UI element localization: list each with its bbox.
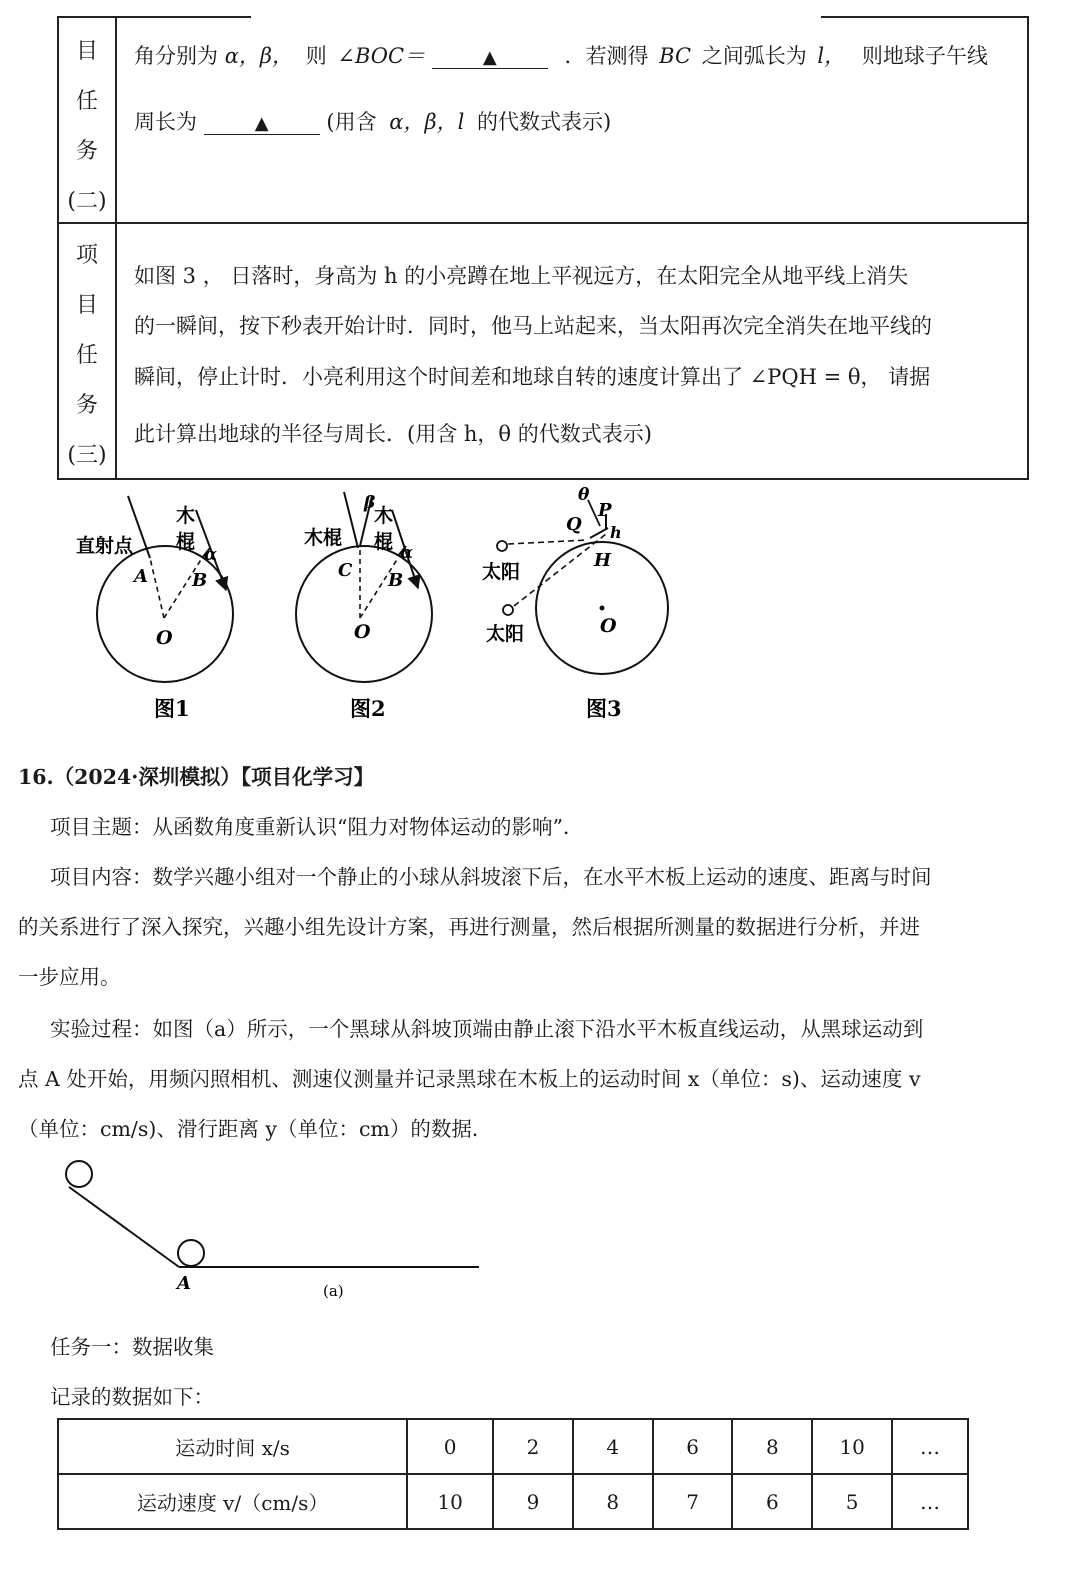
project-content-line-1: 项目内容：数学兴趣小组对一个静止的小球从斜坡滚下后，在水平木板上运动的速度、距离与时间 [50,865,932,889]
time-cell: 0 [407,1419,493,1474]
blank-triangle: ▲ [254,113,269,134]
text-span: 则地球子午线 [861,44,988,68]
angle-alpha: α [400,543,414,563]
speed-cell: 5 [812,1474,892,1529]
figure-1 [76,496,233,721]
text-span: 周长为 [134,110,197,134]
label-stick: 木 [374,505,394,527]
text-span: 的代数式表示) [477,110,612,134]
time-cell: 2 [493,1419,573,1474]
center-dot [600,606,605,611]
answer-blank [432,45,548,69]
speed-cell: 8 [573,1474,653,1529]
angle-alpha: α [204,545,218,565]
speed-cell: 6 [732,1474,812,1529]
table-row-speed [58,1474,968,1529]
point-p: P [598,500,612,521]
table-row-time [58,1419,968,1474]
caption-fig-2: 图2 [350,696,386,721]
project-content-line-2: 的关系进行了深入探究，兴趣小组先设计方案，再进行测量，然后根据所测量的数据进行分析，并进 [18,915,920,939]
sun-ray [344,492,358,548]
task-three-line-1: 如图 3 ， 日落时，身高为 h 的小亮蹲在地上平视远方，在太阳完全从地平线上消失 [134,264,909,288]
label-char: 项 [75,243,98,268]
sight-line [508,540,588,544]
label-char: 目 [75,39,98,64]
ball-top [66,1161,92,1187]
task-1-title: 任务一：数据收集 [50,1335,214,1359]
slope-line [69,1187,179,1267]
time-cell: 4 [573,1419,653,1474]
var-alpha-beta-l: α，β，l [389,110,465,134]
angle-theta: θ [578,486,590,505]
var-bc: BC [659,44,692,68]
time-cell: 6 [653,1419,733,1474]
time-cell: 10 [812,1419,892,1474]
label-direct-point: 直射点 [76,535,134,557]
label-stick: 棍 [374,531,394,553]
caption-fig-3: 图3 [586,696,622,721]
row-header-time: 运动时间 x/s [58,1419,407,1474]
task-row-two [59,18,1027,224]
label-h: h [610,523,622,542]
label-char: 任 [75,89,98,114]
point-q: Q [566,514,582,535]
label-char: 目 [75,293,98,318]
task-table [57,16,1029,480]
angle-beta: β [364,493,376,513]
label-stick: 木 [176,505,196,527]
question-16-header: 16.（2024·深圳模拟）【项目化学习】 [18,765,375,789]
label-char: 任 [75,343,98,368]
task-three-line-2: 的一瞬间，按下秒表开始计时．同时，他马上站起来，当太阳再次完全消失在地平线的 [134,314,932,338]
var-l: l， [817,44,846,68]
record-label: 记录的数据如下： [50,1385,214,1409]
point-a: A [134,566,148,587]
point-b: B [192,570,208,591]
project-content-line-3: 一步应用。 [18,965,121,989]
point-c: C [338,560,353,581]
point-a: A [177,1273,191,1294]
data-table [57,1418,969,1530]
task-two-line-1 [134,40,988,70]
ball-at-a [178,1240,204,1266]
radius-dashed [150,558,164,618]
earth-figures [60,486,700,726]
speed-cell: … [892,1474,968,1529]
task-two-line-2 [134,106,611,136]
label-char: (三) [67,443,107,468]
caption-a: (a) [323,1282,344,1300]
process-line-3: （单位：cm/s)、滑行距离 y（单位：cm）的数据． [18,1117,493,1141]
figure-3 [482,486,668,721]
sight-line [514,534,606,606]
row-header-speed: 运动速度 v/（cm/s） [58,1474,407,1529]
point-o: O [600,615,617,637]
sun-icon [497,541,507,551]
process-line-1: 实验过程：如图（a）所示，一个黑球从斜坡顶端由静止滚下沿水平木板直线运动，从黑球运动到 [50,1017,924,1041]
sun-icon [503,605,513,615]
earth-circle [97,546,233,682]
text-span: 之间弧长为 [701,44,807,68]
task-three-line-3: 瞬间，停止计时．小亮利用这个时间差和地球自转的速度计算出了 ∠PQH = θ， 请据 [134,365,931,389]
figure-2 [296,492,432,721]
var-alpha-beta: α，β， [224,44,294,68]
label-sun: 太阳 [482,561,521,583]
task-two-label [59,18,117,222]
label-char: 务 [75,393,98,418]
label-stick-left: 木棍 [304,527,343,549]
task-three-line-4: 此计算出地球的半径与周长．(用含 h，θ 的代数式表示) [134,422,652,446]
answer-blank [204,111,320,135]
point-h: H [594,550,612,571]
point-b: B [388,570,404,591]
task-row-three [59,224,1027,478]
label-char: 务 [75,139,98,164]
process-line-2: 点 A 处开始，用频闪照相机、测速仪测量并记录黑球在木板上的运动时间 x（单位：s)、运动速度 v [18,1067,921,1091]
label-stick: 棍 [176,531,196,553]
speed-cell: 7 [653,1474,733,1529]
time-cell: … [892,1419,968,1474]
caption-fig-1: 图1 [154,696,190,721]
blank-triangle: ▲ [482,47,497,68]
label-char: (二) [67,189,107,214]
text-span: ．若测得 [564,44,649,68]
text-span: (用含 [326,110,377,134]
task-three-label [59,224,117,478]
point-o: O [156,627,173,649]
time-cell: 8 [732,1419,812,1474]
ramp-figure-a [55,1155,495,1305]
text-span: 角分别为 [134,44,218,68]
point-o: O [354,621,371,643]
label-sun: 太阳 [486,623,525,645]
speed-cell: 10 [407,1474,493,1529]
project-theme: 项目主题：从函数角度重新认识“阻力对物体运动的影响”． [50,815,584,839]
speed-cell: 9 [493,1474,573,1529]
text-span: 则 [305,44,327,68]
angle-boc: ∠BOC＝ [337,44,426,68]
